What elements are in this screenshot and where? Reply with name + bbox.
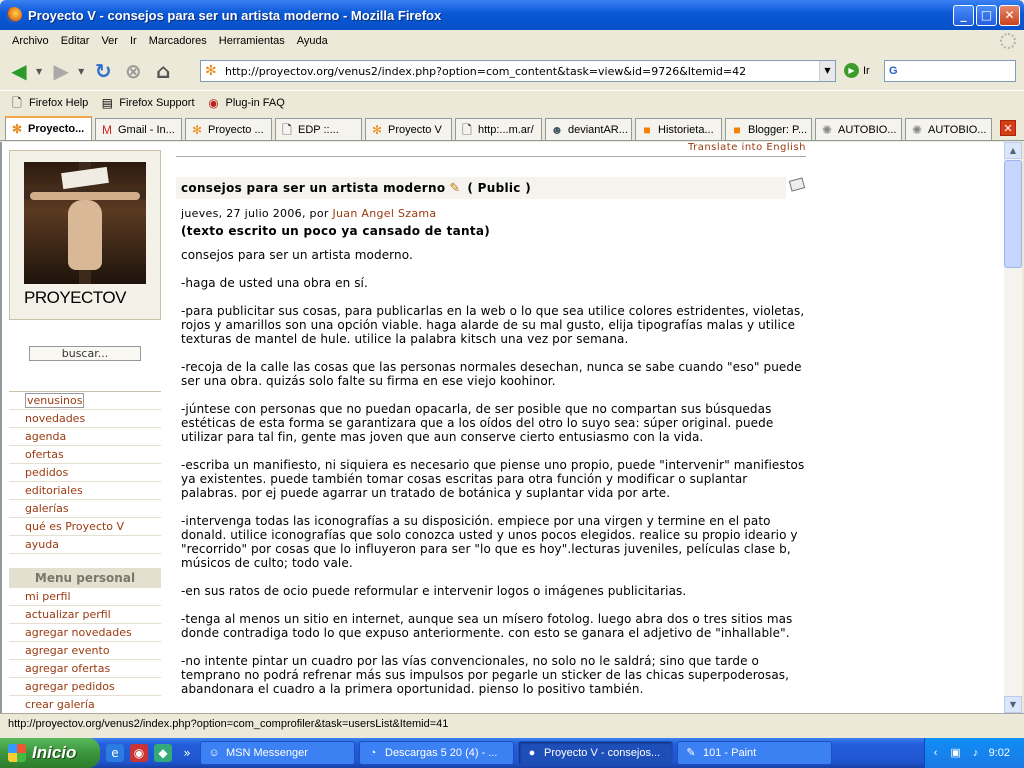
edit-pencil-icon[interactable]: ✎ bbox=[449, 181, 461, 196]
start-button[interactable]: Inicio bbox=[0, 738, 100, 768]
article-date: jueves, 27 julio 2006, por bbox=[181, 207, 329, 220]
tab-gmail[interactable]: M Gmail - In... bbox=[95, 118, 182, 140]
page-icon: 🗋 bbox=[282, 122, 292, 137]
sparkle-icon: ✺ bbox=[911, 122, 923, 137]
personal-menu-title: Menu personal bbox=[9, 568, 161, 588]
deviantart-icon: ☻ bbox=[550, 122, 564, 137]
site-search-input[interactable]: buscar... bbox=[29, 346, 141, 361]
stop-icon[interactable]: ⊗ bbox=[124, 59, 142, 83]
task-descargas[interactable]: ◔ Descargas 5 20 (4) - ... bbox=[359, 741, 514, 765]
scroll-down-icon[interactable]: ▼ bbox=[1004, 696, 1022, 713]
chevron-right-icon[interactable]: » bbox=[183, 746, 191, 760]
tab-proyecto-2[interactable]: ✻ Proyecto ... bbox=[185, 118, 272, 140]
author-link[interactable]: Juan Angel Szama bbox=[332, 207, 437, 220]
menu-marcadores[interactable]: Marcadores bbox=[148, 35, 207, 47]
blogger-icon: ■ bbox=[733, 122, 741, 137]
menu-item-mi-perfil[interactable]: mi perfil bbox=[9, 588, 161, 606]
crucifix-image bbox=[24, 162, 146, 284]
menu-ver[interactable]: Ver bbox=[101, 35, 118, 47]
window-title: Proyecto V - consejos para ser un artista moderno - Mozilla Firefox bbox=[28, 7, 442, 23]
windows-flag-icon bbox=[8, 744, 26, 762]
menu-item-venusinos[interactable]: venusinos bbox=[9, 392, 161, 410]
blogger-icon: ■ bbox=[643, 122, 651, 137]
msn-icon: ☺ bbox=[208, 747, 220, 759]
page-viewport bbox=[0, 142, 1004, 713]
tab-edp[interactable]: 🗋 EDP ::... bbox=[275, 118, 362, 140]
minimize-button[interactable]: _ bbox=[953, 5, 974, 26]
url-dropdown-icon[interactable]: ▼ bbox=[819, 61, 835, 81]
forward-dropdown-icon[interactable]: ▼ bbox=[78, 66, 85, 76]
menu-item-pedidos[interactable]: pedidos bbox=[9, 464, 161, 482]
menu-item-ayuda[interactable]: ayuda bbox=[9, 536, 161, 554]
paint-icon: ✎ bbox=[686, 747, 696, 759]
logo-text: PROYECTOV bbox=[24, 288, 126, 307]
tab-proyecto-active[interactable]: ✻ Proyecto... bbox=[5, 116, 92, 140]
go-arrow-icon: ▶ bbox=[844, 63, 859, 78]
article-header bbox=[176, 177, 786, 199]
tray-arrow-icon[interactable]: ‹ bbox=[933, 747, 938, 759]
bookmark-firefox-help[interactable]: 🗋 Firefox Help bbox=[10, 96, 88, 110]
go-label: Ir bbox=[863, 64, 870, 77]
reload-icon[interactable]: ↻ bbox=[94, 59, 112, 83]
menu-archivo[interactable]: Archivo bbox=[12, 35, 49, 47]
article-paragraph: -en sus ratos de ocio puede reformular e intervenir logos o imágenes publicitarias. bbox=[181, 584, 687, 598]
app-quicklaunch-icon[interactable]: ◆ bbox=[154, 744, 172, 762]
firefox-icon: ● bbox=[528, 747, 536, 759]
visibility-label: ( Public ) bbox=[467, 181, 531, 195]
task-paint[interactable]: ✎ 101 - Paint bbox=[677, 741, 832, 765]
menu-item-agregar-pedidos[interactable]: agregar pedidos bbox=[9, 678, 161, 696]
firefox-icon bbox=[6, 7, 22, 23]
home-icon[interactable]: ⌂ bbox=[156, 59, 171, 83]
article-paragraph: -intervenga todas las iconografías a su disposición. empiece por una virgen y termine en el pato donald. utilice iconografías que solo conozca usted y unos pocos elegidos. realice su propio ideario y "recorrido" por cosas que lo influyeron para ser "lo que es hoy".lecturas juveniles, películas clase b, músicos de culto; todo vale. bbox=[181, 514, 798, 570]
article-lead: (texto escrito un poco ya cansado de tanta) bbox=[181, 224, 491, 238]
clock[interactable]: 9:02 bbox=[988, 747, 1010, 759]
menu-herramientas[interactable]: Herramientas bbox=[218, 35, 285, 47]
tab-autobio-2[interactable]: ✺ AUTOBIO... bbox=[905, 118, 992, 140]
menu-item-novedades[interactable]: novedades bbox=[9, 410, 161, 428]
scroll-up-icon[interactable]: ▲ bbox=[1004, 142, 1022, 159]
scroll-thumb[interactable] bbox=[1004, 160, 1022, 268]
address-bar bbox=[200, 60, 836, 82]
tab-bar bbox=[0, 116, 1024, 141]
article-paragraph: -tenga al menos un sitio en internet, aunque sea un mísero fotolog. luego abra dos o tres sitios mas donde contradiga todo lo que expuso anteriormente. con esto se ganara el adjetivo de "inhallable". bbox=[181, 612, 793, 640]
page-icon: 🗋 bbox=[462, 122, 472, 137]
proyectov-icon: ✻ bbox=[191, 122, 203, 137]
tab-http[interactable]: 🗋 http:...m.ar/ bbox=[455, 118, 542, 140]
article-paragraph: -recoja de la calle las cosas que las personas normales desechan, nunca se sabe cuando "eso" puede ser una obra. quizás solo falte su firma en ese viejo koohinor. bbox=[181, 360, 802, 388]
bookmark-firefox-support[interactable]: ▤ Firefox Support bbox=[101, 95, 195, 110]
system-tray bbox=[924, 738, 1024, 768]
article-paragraph: -júntese con personas que no puedan opacarla, de ser posible que no compartan sus búsquedas estéticas de esta forma se garantizara que a los oídos del otro lo suyo sea: súper original. puede utilizar para tal fin, gente mas joven que aun conserve cierto entusiasmo con la vida. bbox=[181, 402, 774, 444]
sparkle-icon: ✺ bbox=[821, 122, 833, 137]
back-dropdown-icon[interactable]: ▼ bbox=[36, 66, 43, 76]
menu-item-que-es[interactable]: qué es Proyecto V bbox=[9, 518, 161, 536]
proyectov-icon: ✻ bbox=[371, 122, 383, 137]
taskbar bbox=[0, 738, 1024, 768]
tab-proyecto-v[interactable]: ✻ Proyecto V bbox=[365, 118, 452, 140]
search-engine-icon: G bbox=[889, 65, 898, 77]
download-icon: ◔ bbox=[369, 747, 377, 759]
article-paragraph: consejos para ser un artista moderno. bbox=[181, 248, 413, 262]
menu-item-crear-galeria[interactable]: crear galería bbox=[9, 696, 161, 713]
menu-bar bbox=[0, 30, 1024, 52]
article-title: consejos para ser un artista moderno bbox=[181, 181, 446, 195]
menu-item-ofertas[interactable]: ofertas bbox=[9, 446, 161, 464]
article-paragraph: -escriba un manifiesto, ni siquiera es necesario que piense uno propio, puede "intervenir" manifiestos ya existentes. puede también tomar cosas escritas para otra función y modificar o suplantar palabras. por ej puede agarrar un tratado de botánica y suplantar vida por arte. bbox=[181, 458, 805, 500]
article-paragraph: -haga de usted una obra en sí. bbox=[181, 276, 368, 290]
task-firefox[interactable]: ● Proyecto V - consejos... bbox=[518, 741, 673, 765]
left-column bbox=[9, 150, 161, 713]
close-tab-icon[interactable]: ✕ bbox=[1000, 120, 1016, 136]
article-meta bbox=[181, 207, 806, 220]
navigation-toolbar bbox=[0, 52, 1024, 90]
url-input[interactable] bbox=[225, 65, 819, 78]
bookmark-plugin-faq[interactable]: ◉ Plug-in FAQ bbox=[208, 95, 285, 110]
window-titlebar bbox=[0, 0, 1024, 30]
email-icon[interactable] bbox=[789, 177, 805, 191]
site-logo[interactable] bbox=[9, 150, 161, 320]
proyectov-icon: ✻ bbox=[11, 122, 23, 136]
tab-deviantart[interactable]: ☻ deviantAR... bbox=[545, 118, 632, 140]
tab-blogger[interactable]: ■ Blogger: P... bbox=[725, 118, 812, 140]
menu-item-editoriales[interactable]: editoriales bbox=[9, 482, 161, 500]
main-menu bbox=[9, 391, 161, 554]
zine-icon: ▤ bbox=[101, 95, 113, 110]
article-content bbox=[176, 142, 806, 710]
maximize-button[interactable]: □ bbox=[976, 5, 997, 26]
menu-item-galerias[interactable]: galerías bbox=[9, 500, 161, 518]
network-icon[interactable]: ▣ bbox=[950, 747, 961, 759]
forward-arrow-icon[interactable]: ▶ bbox=[53, 59, 69, 83]
translate-link[interactable]: Translate into English bbox=[176, 142, 806, 157]
article-paragraph: -para publicitar sus cosas, para publicarlas en la web o lo que sea utilice colores estridentes, violetas, rojos y amarillos son una opción viable. haga alarde de su mal gusto, elija tipografías malas y utilice texturas de mantel de hule. utilice la palabra kitsch una vez por semana. bbox=[181, 304, 805, 346]
task-msn-messenger[interactable]: ☺ MSN Messenger bbox=[200, 741, 355, 765]
personal-menu bbox=[9, 588, 161, 713]
close-button[interactable]: ✕ bbox=[999, 5, 1020, 26]
menu-item-agregar-evento[interactable]: agregar evento bbox=[9, 642, 161, 660]
menu-ir[interactable]: Ir bbox=[129, 35, 137, 47]
bookmarks-toolbar bbox=[0, 90, 1024, 114]
menu-ayuda[interactable]: Ayuda bbox=[296, 35, 328, 47]
menu-item-agenda[interactable]: agenda bbox=[9, 428, 161, 446]
ie-quicklaunch-icon[interactable]: e bbox=[106, 744, 124, 762]
menu-item-actualizar-perfil[interactable]: actualizar perfil bbox=[9, 606, 161, 624]
back-arrow-icon[interactable]: ◀ bbox=[11, 59, 27, 83]
throbber-icon bbox=[1000, 33, 1016, 49]
status-bar: http://proyectov.org/venus2/index.php?option=com_comprofiler&task=usersList&Itemid=41 bbox=[0, 713, 1024, 735]
menu-item-agregar-ofertas[interactable]: agregar ofertas bbox=[9, 660, 161, 678]
page-icon: 🗋 bbox=[12, 95, 22, 110]
search-engine-box[interactable] bbox=[884, 60, 1016, 82]
menu-item-agregar-novedades[interactable]: agregar novedades bbox=[9, 624, 161, 642]
plugin-icon: ◉ bbox=[208, 95, 219, 110]
tab-autobio-1[interactable]: ✺ AUTOBIO... bbox=[815, 118, 902, 140]
vertical-scrollbar[interactable] bbox=[1004, 142, 1022, 713]
gmail-icon: M bbox=[102, 122, 112, 137]
article-paragraph: -no intente pintar un cuadro por las vías convencionales, no solo no le saldrá; sino que tarde o temprano no podrá refrenar más sus impulsos por pegarle un sticker de las chicas superpoderosas, abandonara el cuadro a la primera oportunidad. pienso lo positivo también. bbox=[181, 654, 790, 696]
article-body bbox=[181, 248, 806, 696]
go-button[interactable] bbox=[844, 63, 870, 78]
menu-editar[interactable]: Editar bbox=[60, 35, 90, 47]
volume-icon[interactable]: ♪ bbox=[972, 747, 979, 759]
site-favicon-icon: ✻ bbox=[205, 63, 217, 79]
media-quicklaunch-icon[interactable]: ◉ bbox=[130, 744, 148, 762]
tab-historieta[interactable]: ■ Historieta... bbox=[635, 118, 722, 140]
